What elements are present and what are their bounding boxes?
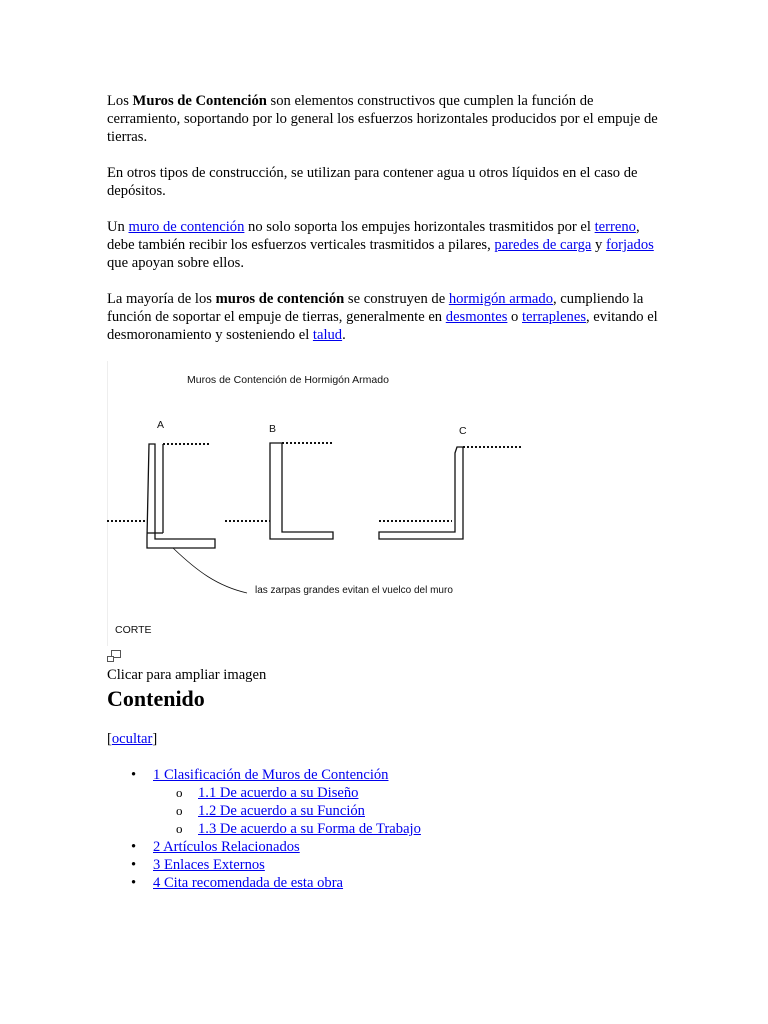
link-terreno[interactable]: terreno xyxy=(594,219,636,235)
text: que apoyan sobre ellos. xyxy=(107,255,244,271)
text: son elementos constructivos que cumplen la función de cerramiento, soportando por lo general los esfuerzos horizontales producidos por el empuje de tierras. xyxy=(107,93,658,145)
text: , debe también recibir los esfuerzos verticales trasmitidos a pilares, xyxy=(107,219,640,253)
toc-link-forma-de-trabajo[interactable]: 1.3 De acuerdo a su Forma de Trabajo xyxy=(198,821,421,837)
text: Un xyxy=(107,219,129,235)
figure-title: Muros de Contención de Hormigón Armado xyxy=(187,374,389,386)
text: La mayoría de los xyxy=(107,291,216,307)
text: no solo soporta los empujes horizontales trasmitidos por el xyxy=(244,219,595,235)
bold-term: Muros de Contención xyxy=(132,93,267,109)
corte-label: CORTE xyxy=(115,624,152,636)
toc-subitem xyxy=(198,820,667,838)
toc-item xyxy=(153,856,667,874)
text: . xyxy=(342,327,346,343)
link-desmontes[interactable]: desmontes xyxy=(445,309,508,325)
toc-hide-link[interactable]: ocultar xyxy=(111,731,153,747)
article xyxy=(107,92,667,892)
link-talud[interactable]: talud xyxy=(312,327,343,343)
label-a: A xyxy=(157,419,165,431)
link-hormigon-armado[interactable]: hormigón armado xyxy=(448,291,553,307)
retaining-walls-drawing xyxy=(107,361,527,646)
text: En otros tipos de construcción, se utilizan para contener agua u otros líquidos en el caso de depósitos. xyxy=(107,165,638,199)
label-b: B xyxy=(269,423,277,435)
toc-link-cita[interactable]: 4 Cita recomendada de esta obra xyxy=(153,875,344,891)
toc-list xyxy=(107,766,667,892)
toc-sublist xyxy=(153,784,667,838)
link-muro-de-contencion[interactable]: muro de contención xyxy=(128,219,245,235)
toc-link-articulos[interactable]: 2 Artículos Relacionados xyxy=(153,839,300,855)
toc-subitem xyxy=(198,784,667,802)
label-c: C xyxy=(459,425,467,437)
paragraph-other-uses xyxy=(107,164,667,200)
enlarge-icon[interactable] xyxy=(107,650,121,662)
toc-item xyxy=(153,838,667,856)
text: , evitando el desmoronamiento y sosteniendo el xyxy=(107,309,658,343)
wall-b xyxy=(225,443,333,539)
wall-a xyxy=(107,444,215,548)
toc-toggle xyxy=(107,730,667,748)
bracket: ] xyxy=(152,731,158,747)
toc-link-clasificacion[interactable]: 1 Clasificación de Muros de Contención xyxy=(153,767,389,783)
link-paredes-de-carga[interactable]: paredes de carga xyxy=(494,237,592,253)
text: , cumpliendo la función de soportar el empuje de tierras, generalmente en xyxy=(107,291,644,325)
link-terraplenes[interactable]: terraplenes xyxy=(521,309,586,325)
text: se construyen de xyxy=(344,291,449,307)
text: o xyxy=(507,309,522,325)
image-caption: Clicar para ampliar imagen xyxy=(107,667,267,683)
toc-link-funcion[interactable]: 1.2 De acuerdo a su Función xyxy=(198,803,365,819)
bold-term: muros de contención xyxy=(215,291,345,307)
text: Los xyxy=(107,93,133,109)
toc-item xyxy=(153,874,667,892)
paragraph-intro xyxy=(107,92,667,146)
link-forjados[interactable]: forjados xyxy=(605,237,654,253)
bracket: [ xyxy=(107,731,112,747)
toc-link-diseno[interactable]: 1.1 De acuerdo a su Diseño xyxy=(198,785,359,801)
paragraph-loads xyxy=(107,218,667,272)
toc-heading: Contenido xyxy=(107,686,205,711)
figure-note: las zarpas grandes evitan el vuelco del muro xyxy=(255,585,453,596)
toc-link-enlaces[interactable]: 3 Enlaces Externos xyxy=(153,857,265,873)
toc-item xyxy=(153,766,667,838)
paragraph-materials xyxy=(107,290,667,344)
retaining-walls-figure[interactable] xyxy=(107,361,527,646)
wall-c xyxy=(379,447,522,539)
leader-line xyxy=(173,548,247,593)
text: y xyxy=(591,237,606,253)
toc-subitem xyxy=(198,802,667,820)
